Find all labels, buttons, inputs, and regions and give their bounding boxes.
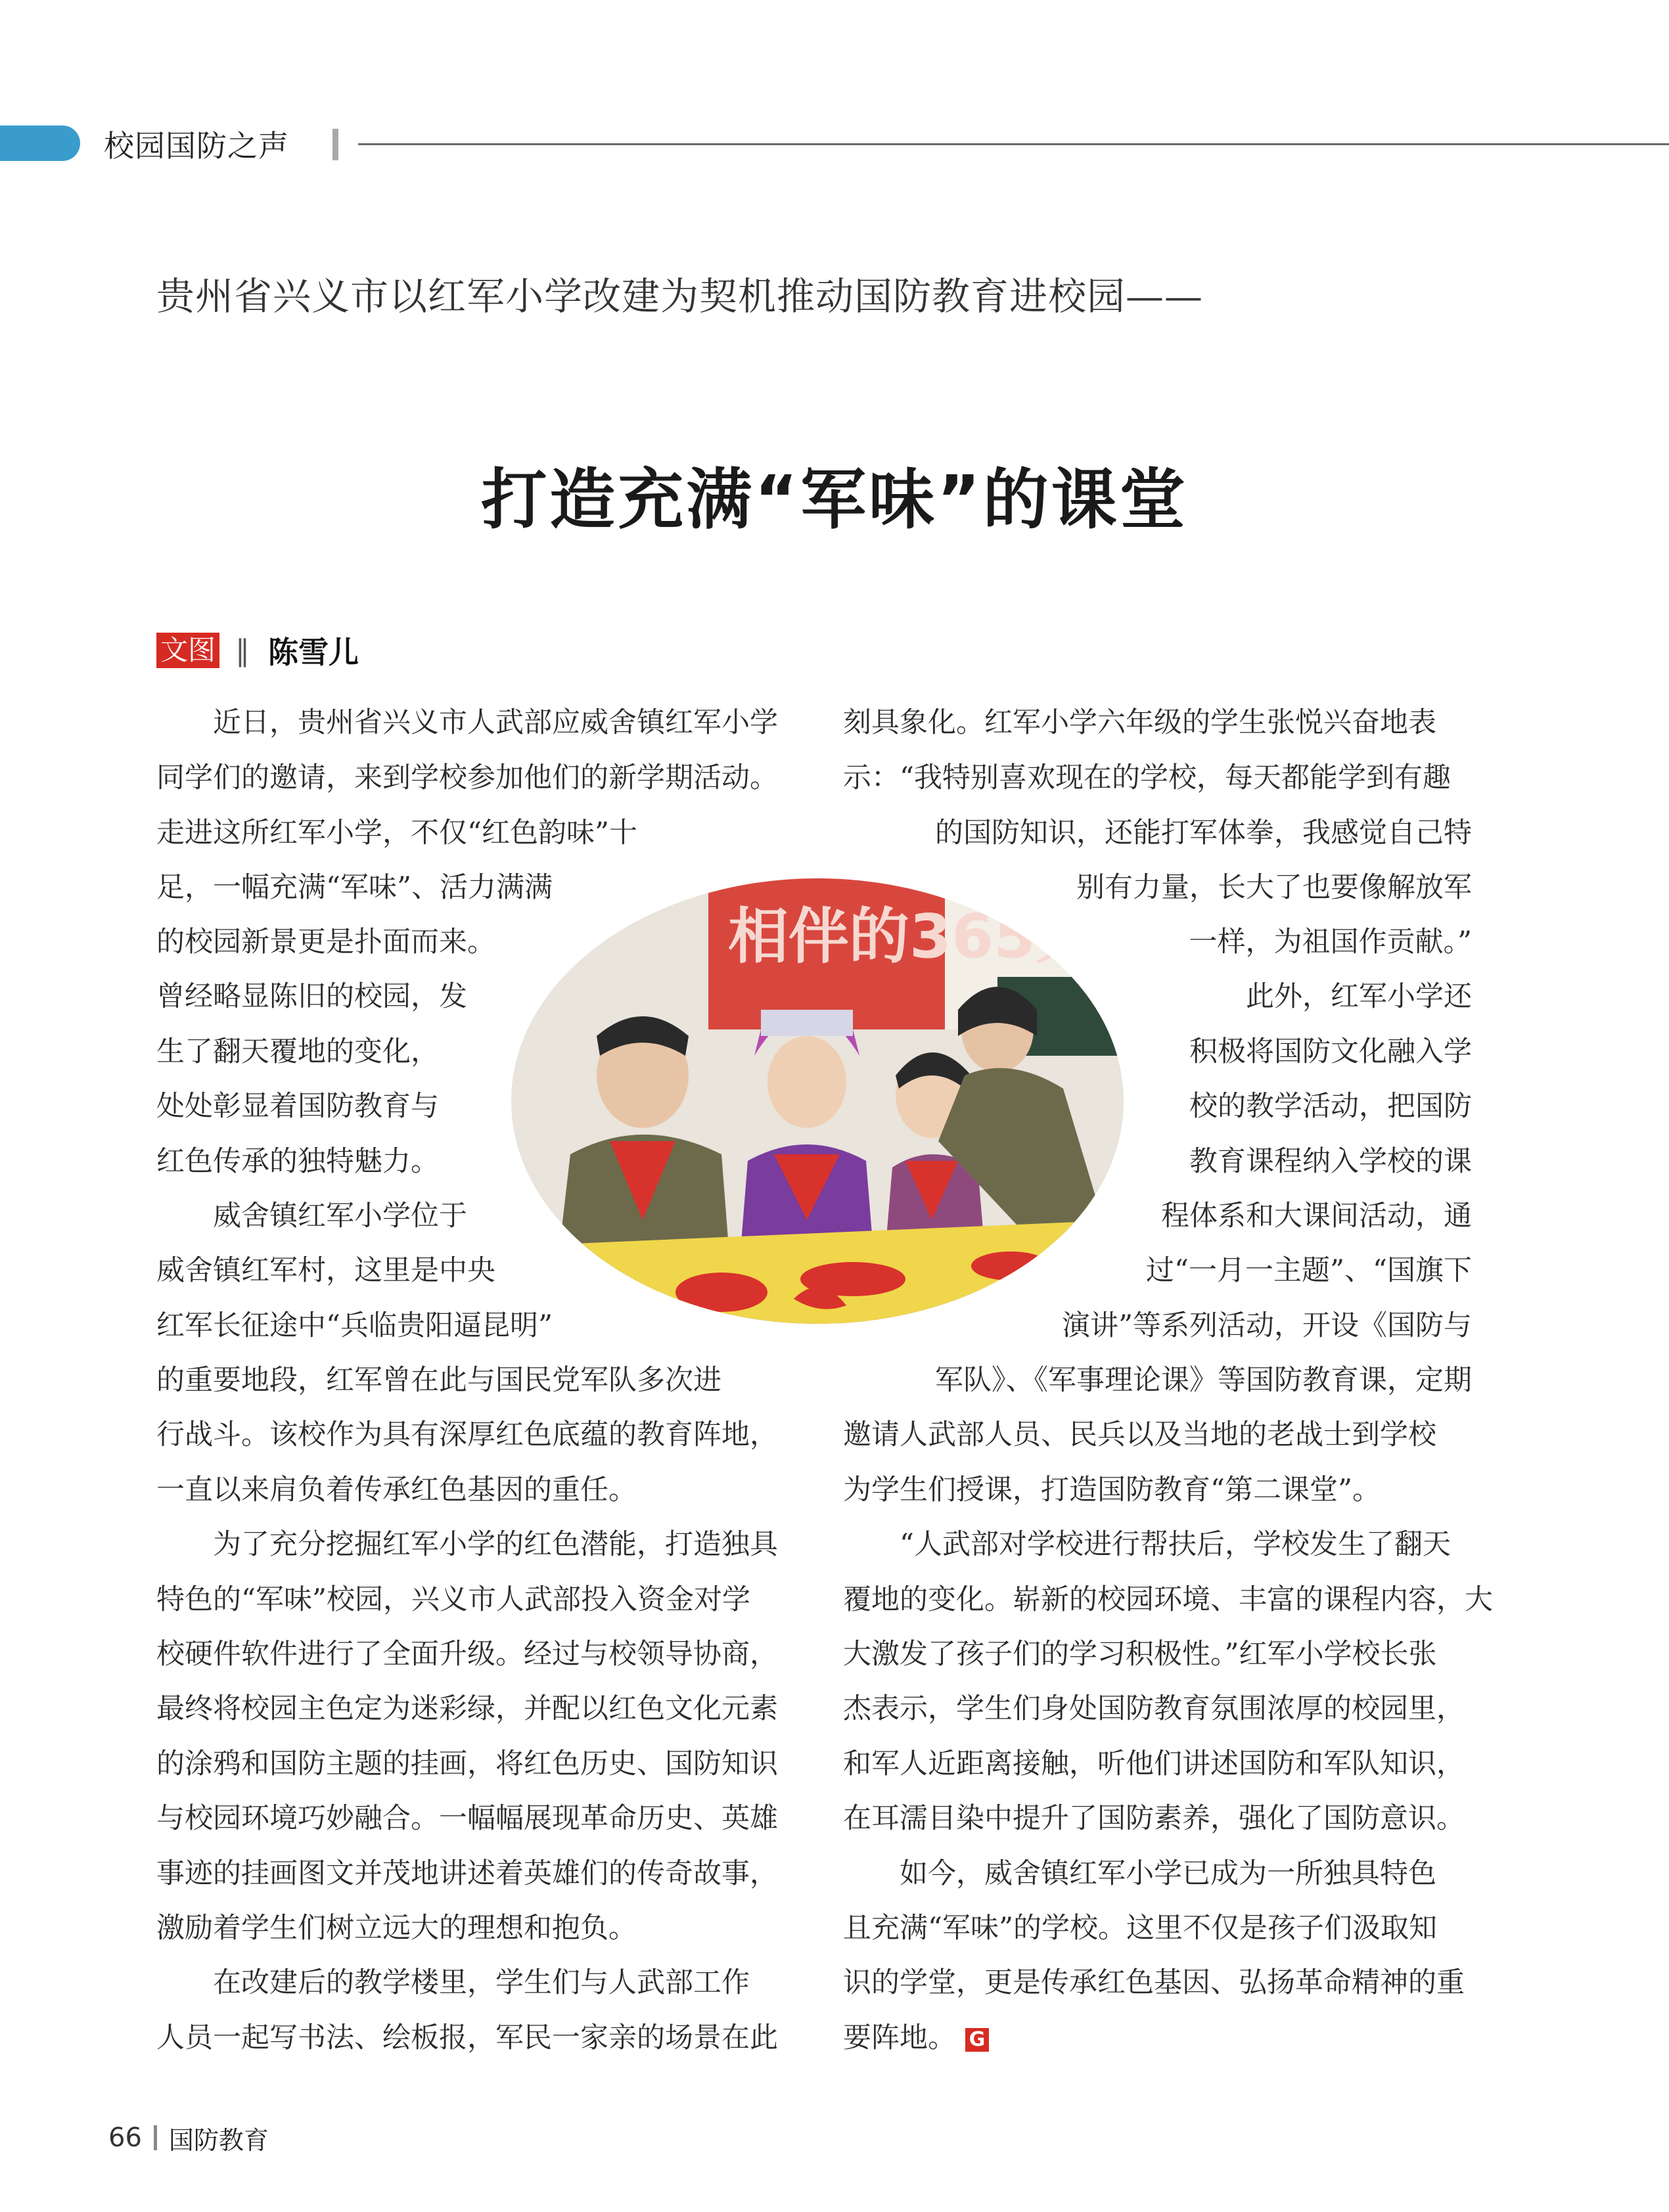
left-line: 在改建后的教学楼里，学生们与人武部工作 (156, 1966, 750, 1999)
left-line: 曾经略显陈旧的校园，发 (156, 980, 467, 1013)
right-line-last (843, 2010, 989, 2065)
left-line: 与校园环境巧妙融合。一幅幅展现革命历史、英雄 (156, 1802, 778, 1835)
right-line: 如今，威舍镇红军小学已成为一所独具特色 (843, 1857, 1436, 1890)
left-line: 事迹的挂画图文并茂地讲述着英雄们的传奇故事， (156, 1857, 778, 1890)
left-line: 处处彰显着国防教育与 (156, 1090, 439, 1123)
right-line: 大激发了孩子们的学习积极性。”红军小学校长张 (843, 1638, 1437, 1671)
left-line: 的校园新景更是扑面而来。 (156, 926, 495, 959)
right-line: 示：“我特别喜欢现在的学校，每天都能学到有趣 (843, 761, 1451, 794)
left-line: 红色传承的独特魅力。 (156, 1145, 439, 1178)
left-line: 为了充分挖掘红军小学的红色潜能，打造独具 (156, 1528, 778, 1561)
right-line: 刻具象化。红军小学六年级的学生张悦兴奋地表 (843, 706, 1436, 739)
header-divider-bar (332, 129, 338, 160)
left-line: 的涂鸦和国防主题的挂画，将红色历史、国防知识 (156, 1748, 778, 1780)
article-photo (511, 878, 1124, 1324)
left-line: 足，一幅充满“军味”、活力满满 (156, 871, 553, 904)
left-line: 红军长征途中“兵临贵阳逼昆明” (156, 1309, 553, 1342)
board-text: 相伴的365天 (728, 901, 1097, 972)
right-line: 且充满“军味”的学校。这里不仅是孩子们汲取知 (843, 1912, 1437, 1945)
end-mark-icon: G (965, 2028, 989, 2052)
right-line: “人武部对学校进行帮扶后，学校发生了翻天 (843, 1528, 1451, 1561)
left-line: 激励着学生们树立远大的理想和抱负。 (156, 1912, 637, 1945)
article-title: 打造充满“军味”的课堂 (481, 461, 1188, 538)
left-line: 最终将校园主色定为迷彩绿，并配以红色文化元素 (156, 1692, 778, 1725)
left-line: 走进这所红军小学，不仅“红色韵味”十 (156, 817, 637, 849)
right-line: 校的教学活动，把国防 (1189, 1090, 1472, 1123)
right-line: 别有力量，长大了也要像解放军 (1076, 871, 1472, 904)
magazine-name: 国防教育 (168, 2125, 269, 2155)
left-line: 校硬件软件进行了全面升级。经过与校领导协商， (156, 1638, 778, 1671)
byline (156, 632, 359, 669)
right-line-text: 要阵地。 (843, 2021, 956, 2054)
right-line: 在耳濡目染中提升了国防素养，强化了国防意识。 (843, 1802, 1465, 1835)
header-rule (358, 143, 1669, 145)
left-line: 的重要地段，红军曾在此与国民党军队多次进 (156, 1364, 721, 1397)
right-line: 程体系和大课间活动，通 (1161, 1200, 1472, 1232)
page-number: 66 (108, 2123, 142, 2153)
left-line: 同学们的邀请，来到学校参加他们的新学期活动。 (156, 761, 778, 794)
right-line: 的国防知识，还能打军体拳，我感觉自己特 (935, 817, 1472, 849)
right-line: 过“一月一主题”、“国旗下 (1146, 1254, 1472, 1287)
left-line: 人员一起写书法、绘板报，军民一家亲的场景在此 (156, 2021, 778, 2054)
page-footer (108, 2119, 269, 2156)
right-line: 邀请人武部人员、民兵以及当地的老战士到学校 (843, 1418, 1436, 1451)
right-line: 为学生们授课，打造国防教育“第二课堂”。 (843, 1474, 1381, 1506)
right-line: 教育课程纳入学校的课 (1189, 1145, 1472, 1178)
section-tab (0, 125, 80, 161)
left-line: 行战斗。该校作为具有深厚红色底蕴的教育阵地， (156, 1418, 778, 1451)
author-name: 陈雪儿 (268, 635, 359, 670)
left-line: 特色的“军味”校园，兴义市人武部投入资金对学 (156, 1583, 750, 1616)
section-title: 校园国防之声 (104, 128, 289, 164)
left-line: 威舍镇红军小学位于 (156, 1200, 467, 1232)
byline-tag: 文图 (156, 633, 219, 668)
right-line: 杰表示，学生们身处国防教育氛围浓厚的校园里， (843, 1692, 1465, 1725)
right-line: 覆地的变化。崭新的校园环境、丰富的课程内容，大 (843, 1583, 1493, 1616)
byline-separator: ‖ (235, 633, 250, 667)
left-line: 近日，贵州省兴义市人武部应威舍镇红军小学 (156, 706, 778, 739)
left-line: 生了翻天覆地的变化， (156, 1035, 439, 1068)
left-line: 一直以来肩负着传承红色基因的重任。 (156, 1474, 637, 1506)
article-subtitle: 贵州省兴义市以红军小学改建为契机推动国防教育进校园—— (156, 274, 1204, 319)
right-line: 军队》、《军事理论课》等国防教育课，定期 (935, 1364, 1472, 1397)
right-line: 一样，为祖国作贡献。” (1189, 926, 1472, 959)
left-line: 威舍镇红军村，这里是中央 (156, 1254, 495, 1287)
right-line: 此外，红军小学还 (1246, 980, 1472, 1013)
right-line: 识的学堂，更是传承红色基因、弘扬革命精神的重 (843, 1966, 1465, 1999)
footer-divider (154, 2125, 157, 2150)
right-line: 和军人近距离接触，听他们讲述国防和军队知识， (843, 1748, 1465, 1780)
right-line: 演讲”等系列活动，开设《国防与 (1062, 1309, 1472, 1342)
right-line: 积极将国防文化融入学 (1189, 1035, 1472, 1068)
